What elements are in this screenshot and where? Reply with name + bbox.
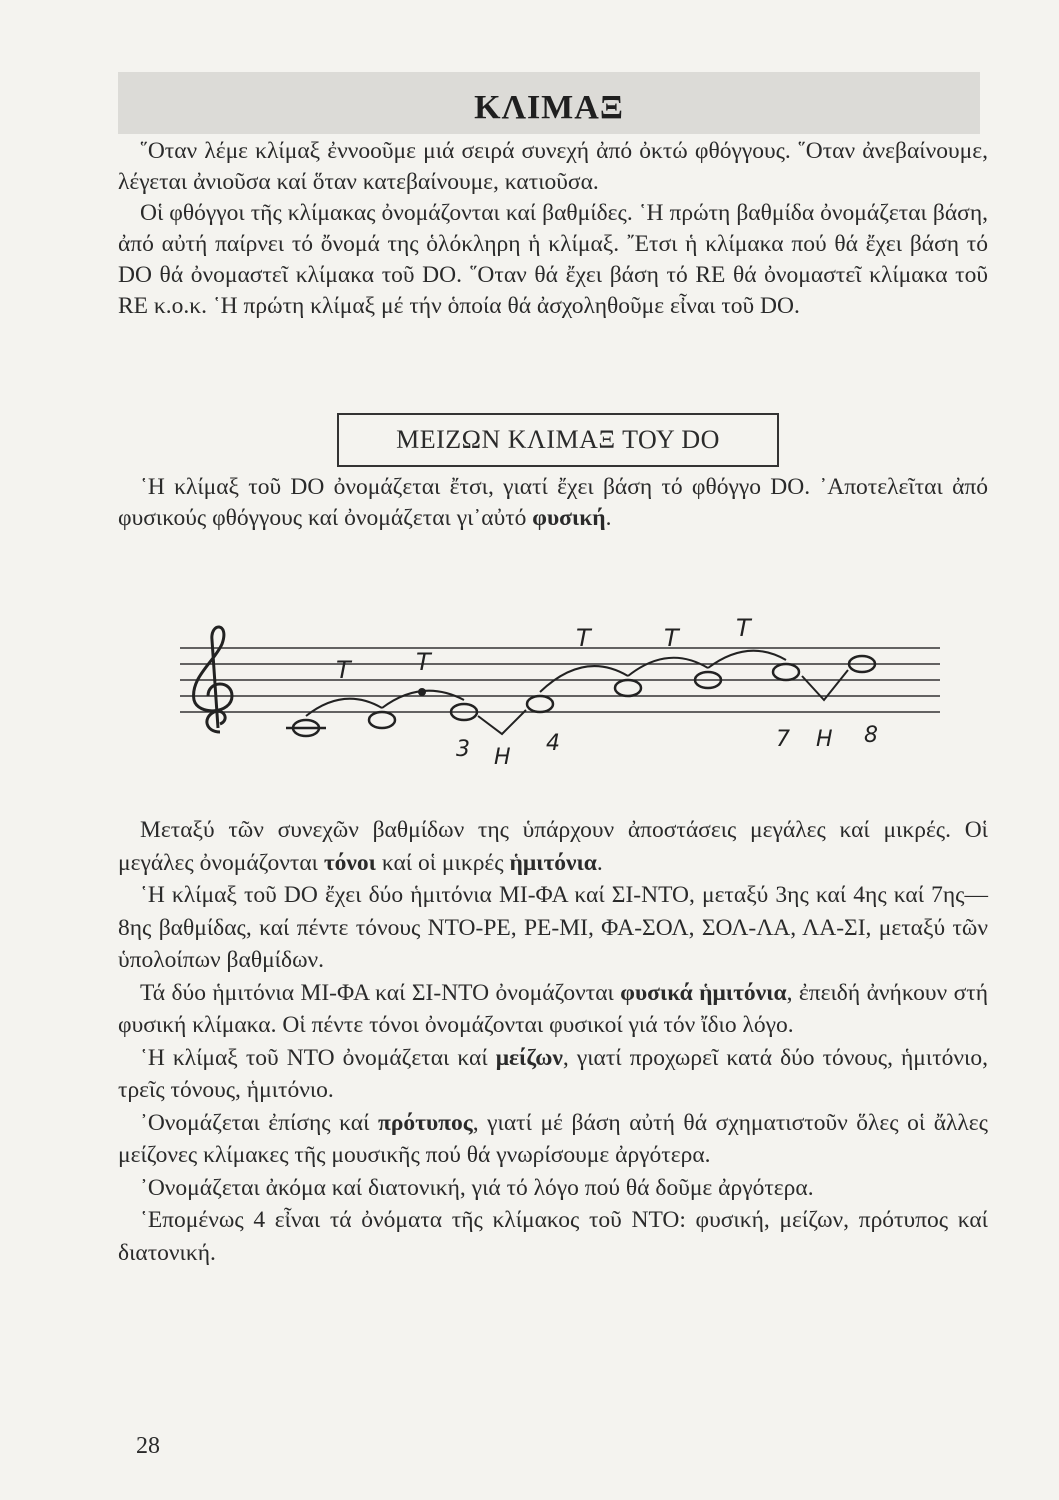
body-p3-text-2: , ἐπειδή ἀνήκουν στή φυσική κλίμακα. Οἱ πέντε τόνοι ὀνομάζονται φυσικοί γιά τόν ἴδιο λόγο. (118, 979, 988, 1038)
semitone-mark-1 (478, 710, 526, 734)
body-paragraph-1 (118, 814, 988, 879)
section-subtitle-box (337, 413, 779, 467)
body-paragraph-2: ῾Η κλίμαξ τοῦ DO ἔχει δύο ἡμιτόνια ΜΙ-ΦΑ καί ΣΙ-ΝΤΟ, μεταξύ 3ης καί 4ης καί 7ης—8ης βαθμίδας, καί πέντε τόνους ΝΤΟ-ΡΕ, ΡΕ-ΜΙ, ΦΑ-ΣΟΛ, ΣΟΛ-ΛΑ, ΛΑ-ΣΙ, μεταξύ τῶν ὑπολοίπων βαθμίδων. (118, 882, 988, 973)
c-major-scale-staff (160, 600, 950, 785)
term-imitonia: ἡμιτόνια (509, 849, 597, 876)
body-paragraph-3 (118, 977, 988, 1042)
intro-paragraph-1: ῞Οταν λέμε κλίμαξ ἐννοοῦμε μιά σειρά συνεχή ἀπό ὀκτώ φθόγγους. ῞Οταν ἀνεβαίνουμε, λέγεται ἀνιοῦσα καί ὅταν κατεβαίνουμε, κατιοῦσα. (118, 138, 988, 195)
tone-label-4: T (664, 624, 679, 652)
tone-arc-4 (628, 658, 708, 676)
term-physiki: φυσική (532, 505, 606, 531)
step-labels (456, 723, 878, 770)
term-protypos: πρότυπος (377, 1109, 473, 1136)
tone-labels (336, 614, 753, 684)
term-meizon: μείζων (495, 1044, 563, 1071)
tone-arc-1 (306, 699, 382, 716)
body-paragraph-4 (118, 1042, 988, 1107)
scale-description-text: ῾Η κλίμαξ τοῦ DO ὀνομάζεται ἔτσι, γιατί ἔχει βάση τό φθόγγο DO. ᾿Αποτελεῖται ἀπό φυσικούς φθόγγους καί ὀνομάζεται γι᾿αὐτό (118, 474, 988, 531)
intro-paragraph-2: Οἱ φθόγγοι τῆς κλίμακας ὀνομάζονται καί βαθμίδες. ῾Η πρώτη βαθμίδα ὀνομάζεται βάση, ἀπό αὐτή παίρνει τό ὄνομά της ὁλόκληρη ἡ κλίμαξ. ῎Ετσι ἡ κλίμακα πού θά ἔχει βάση τό DO θά ὀνομαστεῖ κλίμακα τοῦ DO. ῞Οταν θά ἔχει βάση τό RE θά ὀνομαστεῖ κλίμακα τοῦ RE κ.ο.κ. ῾Η πρώτη κλίμαξ μέ τήν ὁποία θά ἀσχοληθοῦμε εἶναι τοῦ DO. (118, 200, 988, 319)
dot-mark (418, 688, 426, 696)
staff-lines (180, 648, 940, 712)
body-p5-text: ᾿Ονομάζεται ἐπίσης καί (140, 1109, 378, 1136)
chapter-title-bar (118, 72, 980, 134)
body-paragraph-6: ᾿Ονομάζεται ἀκόμα καί διατονική, γιά τό λόγο πού θά δοῦμε ἀργότερα. (140, 1174, 814, 1201)
note-sol (615, 680, 641, 696)
chapter-title: ΚΛΙΜΑΞ (474, 89, 624, 126)
tone-label-5: T (736, 614, 751, 642)
tone-label-1: T (336, 656, 351, 684)
intro-section (118, 136, 988, 322)
step-label-8: 8 (864, 723, 878, 748)
body-p1-end: . (596, 849, 603, 876)
body-p4-text: ῾Η κλίμαξ τοῦ ΝΤΟ ὀνομάζεται καί (140, 1044, 496, 1071)
note-fa (527, 696, 553, 712)
body-paragraph-7: ῾Επομένως 4 εἶναι τά ὀνόματα τῆς κλίμακος τοῦ ΝΤΟ: φυσική, μείζων, πρότυπος καί διατονική. (118, 1207, 988, 1266)
scale-description-paragraph (118, 472, 988, 534)
body-paragraph-5 (118, 1107, 988, 1172)
step-label-3: 3 (456, 737, 470, 762)
body-p3-text: Τά δύο ἡμιτόνια ΜΙ-ΦΑ καί ΣΙ-ΝΤΟ ὀνομάζονται (140, 979, 621, 1006)
step-label-4: 4 (546, 731, 560, 756)
tone-label-2: T (416, 648, 431, 676)
page-number: 28 (136, 1433, 160, 1459)
body-text (118, 814, 988, 1269)
body-p5-text-2: , γιατί μέ βάση αὐτή θά σχηματιστοῦν ὅλες οἱ ἄλλες μείζονες κλίμακες τῆς μουσικῆς πού θά γνωρίσουμε ἀργότερα. (118, 1109, 988, 1168)
scale-description-end: . (605, 505, 612, 531)
body-p1-text-2: καί οἱ μικρές (375, 849, 510, 876)
scale-description (118, 472, 988, 534)
body-p1-text: Μεταξύ τῶν συνεχῶν βαθμίδων της ὑπάρχουν ἀποστάσεις μεγάλες καί μικρές. Οἱ μεγάλες ὀνομάζονται (118, 817, 988, 876)
section-subtitle: ΜΕΙΖΩΝ ΚΛΙΜΑΞ ΤΟΥ DO (396, 425, 720, 454)
note-re (369, 712, 395, 728)
tone-label-3: T (576, 624, 591, 652)
step-label-h2: H (816, 727, 833, 752)
tone-arc-5 (708, 651, 786, 668)
step-label-7: 7 (776, 727, 790, 752)
step-label-h1: H (494, 745, 511, 770)
body-p4-text-2: , γιατί προχωρεῖ κατά δύο τόνους, ἡμιτόνιο, τρεῖς τόνους, ἡμιτόνιο. (118, 1044, 988, 1103)
term-tonoi: τόνοι (323, 849, 376, 876)
note-si (773, 664, 799, 680)
term-fysika-imitonia: φυσικά ἡμιτόνια (620, 979, 787, 1006)
tone-arcs (306, 651, 786, 716)
